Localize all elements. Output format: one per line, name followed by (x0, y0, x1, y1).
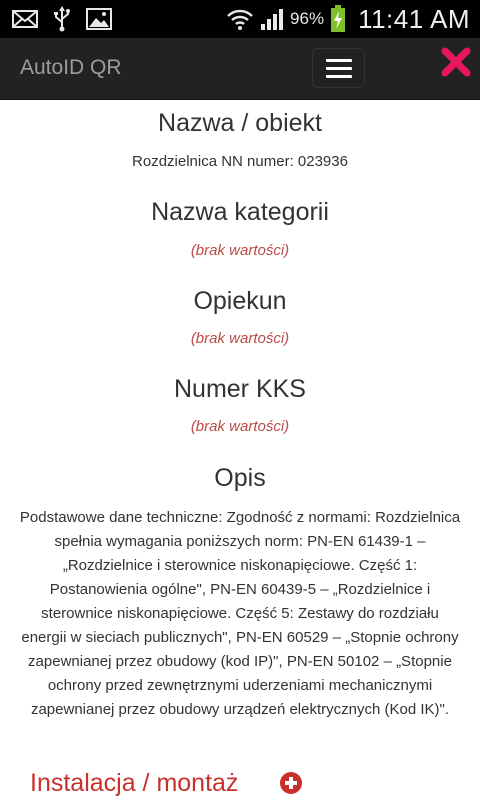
menu-toggle-button[interactable] (312, 48, 365, 88)
app-bar (0, 38, 480, 100)
battery-charging-icon (330, 5, 346, 33)
section-installation[interactable] (30, 768, 302, 798)
plus-circle-icon[interactable] (280, 772, 302, 794)
battery-percent: 96% (290, 9, 325, 28)
hamburger-menu-icon (326, 59, 352, 62)
field-label-guardian: Opiekun (193, 287, 287, 315)
field-value-guardian: (brak wartości) (190, 330, 290, 347)
signal-icon (260, 7, 284, 31)
field-label-category: Nazwa kategorii (151, 198, 329, 226)
field-label-kks: Numer KKS (174, 375, 306, 403)
usb-icon (52, 6, 72, 32)
close-icon (441, 47, 471, 77)
close-button[interactable] (440, 46, 472, 78)
hamburger-menu-icon (326, 75, 352, 78)
image-icon (86, 8, 112, 30)
field-value-description: Podstawowe dane techniczne: Zgodność z normami: Rozdzielnica spełnia wymagania poniższych norm: PN-EN 61439-1 – „Rozdzielnice i sterownice niskonapięciowe. Część 1: Postanowienia ogólne", PN-EN 60439-5 – „Rozdzielnice i sterownice niskonapięciowe. Część 5: Zestawy do rozdziału energii w sieciach publicznych", PN-EN 60529 – „Stopnie ochrony zapewnianej przez obudowy (kod IP)", PN-EN 50102 – „Stopnie ochrony przed zewnętrznymi uderzeniami mechanicznymi zapewnianej przez obudowy urządzeń elektrycznych (Kod IK)". (19, 509, 461, 718)
app-title[interactable]: AutoID QR (20, 56, 122, 79)
status-bar-notifications (12, 6, 112, 32)
section-installation-title[interactable]: Instalacja / montaż (30, 769, 239, 797)
hamburger-menu-icon (326, 67, 352, 70)
status-bar (0, 0, 480, 38)
field-value-name: Rozdzielnica NN numer: 023936 (132, 153, 348, 170)
clock: 11:41 AM (358, 3, 470, 34)
field-value-category: (brak wartości) (190, 242, 290, 259)
field-label-name: Nazwa / obiekt (158, 109, 322, 137)
field-value-kks: (brak wartości) (190, 418, 290, 435)
status-bar-system (226, 4, 470, 35)
mail-icon (12, 9, 38, 29)
wifi-icon (226, 7, 254, 31)
field-label-description: Opis (214, 464, 266, 492)
detail-content (0, 100, 480, 800)
